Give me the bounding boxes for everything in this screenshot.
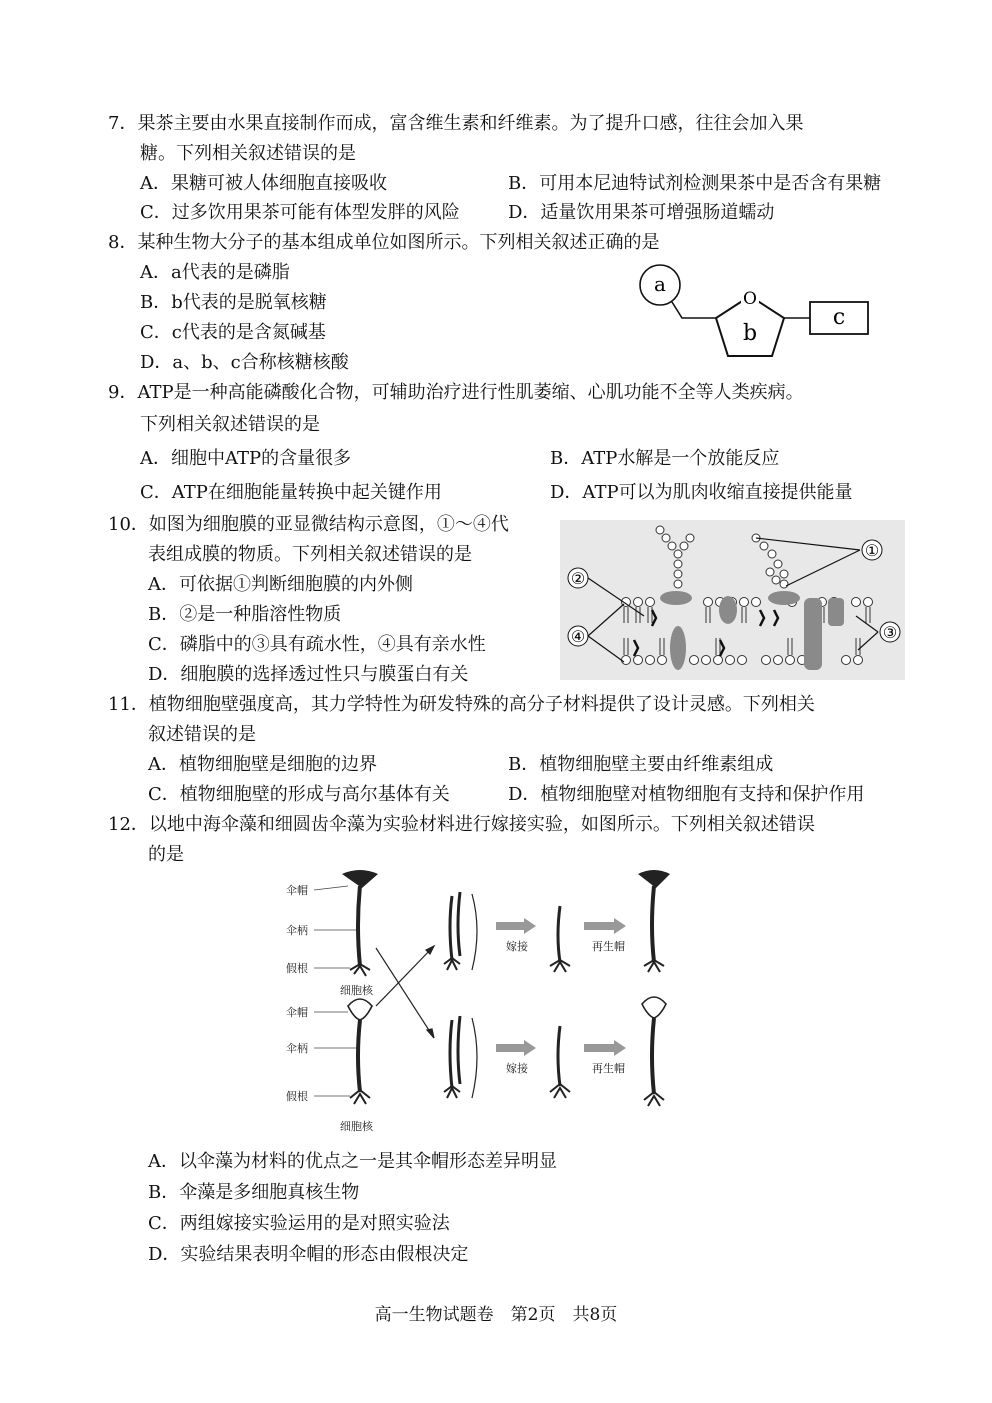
q7-stem-line2: 糖。下列相关叙述错误的是 — [140, 143, 356, 164]
q9-option-a: A．细胞中ATP的含量很多 — [140, 448, 352, 469]
q8-option-a: A．a代表的是磷脂 — [140, 262, 290, 283]
q7-stem-line1: 7．果茶主要由水果直接制作而成，富含维生素和纤维素。为了提升口感，往往会加入果 — [108, 113, 804, 134]
q7-option-c: C．过多饮用果茶可能有体型发胖的风险 — [140, 202, 460, 223]
label-c: c — [832, 305, 846, 330]
q7-option-d: D．适量饮用果茶可增强肠道蠕动 — [508, 202, 775, 223]
cell-membrane-diagram — [560, 520, 905, 680]
q10-stem-line2: 表组成膜的物质。下列相关叙述错误的是 — [148, 544, 472, 565]
q8-option-d: D．a、b、c合称核糖核酸 — [140, 352, 349, 373]
q9-option-c: C．ATP在细胞能量转换中起关键作用 — [140, 482, 442, 503]
label-graft-bottom: 嫁接 — [506, 1062, 528, 1075]
graft-experiment-diagram — [284, 866, 694, 1136]
q11-stem-line2: 叙述错误的是 — [148, 724, 256, 745]
label-stalk-top: 伞柄 — [286, 924, 308, 937]
label-regen-top: 再生帽 — [592, 940, 625, 953]
q12-option-c: C．两组嫁接实验运用的是对照实验法 — [148, 1213, 450, 1234]
q12-option-d: D．实验结果表明伞帽的形态由假根决定 — [148, 1244, 469, 1265]
q10-option-a: A．可依据①判断细胞膜的内外侧 — [148, 574, 413, 595]
label-rhizoid-bottom: 假根 — [286, 1090, 308, 1103]
q8-option-c: C．c代表的是含氮碱基 — [140, 322, 326, 343]
q10-option-c: C．磷脂中的③具有疏水性，④具有亲水性 — [148, 634, 486, 655]
label-cap-top: 伞帽 — [286, 884, 308, 897]
q11-option-c: C．植物细胞壁的形成与高尔基体有关 — [148, 784, 450, 805]
q9-stem-line1: 9．ATP是一种高能磷酸化合物，可辅助治疗进行性肌萎缩、心肌功能不全等人类疾病。 — [108, 382, 804, 403]
q9-option-d: D．ATP可以为肌肉收缩直接提供能量 — [550, 482, 853, 503]
label-regen-bottom: 再生帽 — [592, 1062, 625, 1075]
q10-option-d: D．细胞膜的选择透过性只与膜蛋白有关 — [148, 664, 469, 685]
q12-option-b: B．伞藻是多细胞真核生物 — [148, 1182, 360, 1203]
q12-stem-line2: 的是 — [148, 844, 184, 865]
label-a: a — [654, 272, 666, 296]
q8-option-b: B．b代表的是脱氧核糖 — [140, 292, 327, 313]
q11-option-d: D．植物细胞壁对植物细胞有支持和保护作用 — [508, 784, 865, 805]
q8-stem-line1: 8．某种生物大分子的基本组成单位如图所示。下列相关叙述正确的是 — [108, 232, 660, 253]
label-3: ③ — [882, 623, 898, 642]
label-nucleus-bottom: 细胞核 — [340, 1120, 373, 1133]
q12-stem-line1: 12．以地中海伞藻和细圆齿伞藻为实验材料进行嫁接实验，如图所示。下列相关叙述错误 — [108, 814, 815, 835]
q10-stem-line1: 10．如图为细胞膜的亚显微结构示意图，①～④代 — [108, 514, 509, 535]
q11-option-b: B．植物细胞壁主要由纤维素组成 — [508, 754, 774, 775]
label-cap-bottom: 伞帽 — [286, 1006, 308, 1019]
q7-option-a: A．果糖可被人体细胞直接吸收 — [140, 173, 387, 194]
q10-option-b: B．②是一种脂溶性物质 — [148, 604, 342, 625]
label-rhizoid-top: 假根 — [286, 962, 308, 975]
label-nucleus-top: 细胞核 — [340, 984, 373, 997]
q9-option-b: B．ATP水解是一个放能反应 — [550, 448, 780, 469]
label-b: b — [742, 321, 758, 346]
label-2: ② — [570, 569, 586, 588]
nucleotide-diagram — [630, 258, 880, 368]
q7-option-b: B．可用本尼迪特试剂检测果茶中是否含有果糖 — [508, 173, 882, 194]
label-1: ① — [864, 541, 880, 560]
label-o: O — [743, 289, 757, 309]
q9-stem-line2: 下列相关叙述错误的是 — [140, 414, 320, 435]
q12-option-a: A．以伞藻为材料的优点之一是其伞帽形态差异明显 — [148, 1151, 557, 1172]
q11-stem-line1: 11．植物细胞壁强度高，其力学特性为研发特殊的高分子材料提供了设计灵感。下列相关 — [108, 694, 815, 715]
q11-option-a: A．植物细胞壁是细胞的边界 — [148, 754, 377, 775]
label-stalk-bottom: 伞柄 — [286, 1042, 308, 1055]
page-footer: 高一生物试题卷 第2页 共8页 — [374, 1305, 618, 1325]
label-graft-top: 嫁接 — [506, 940, 528, 953]
label-4: ④ — [570, 627, 586, 646]
